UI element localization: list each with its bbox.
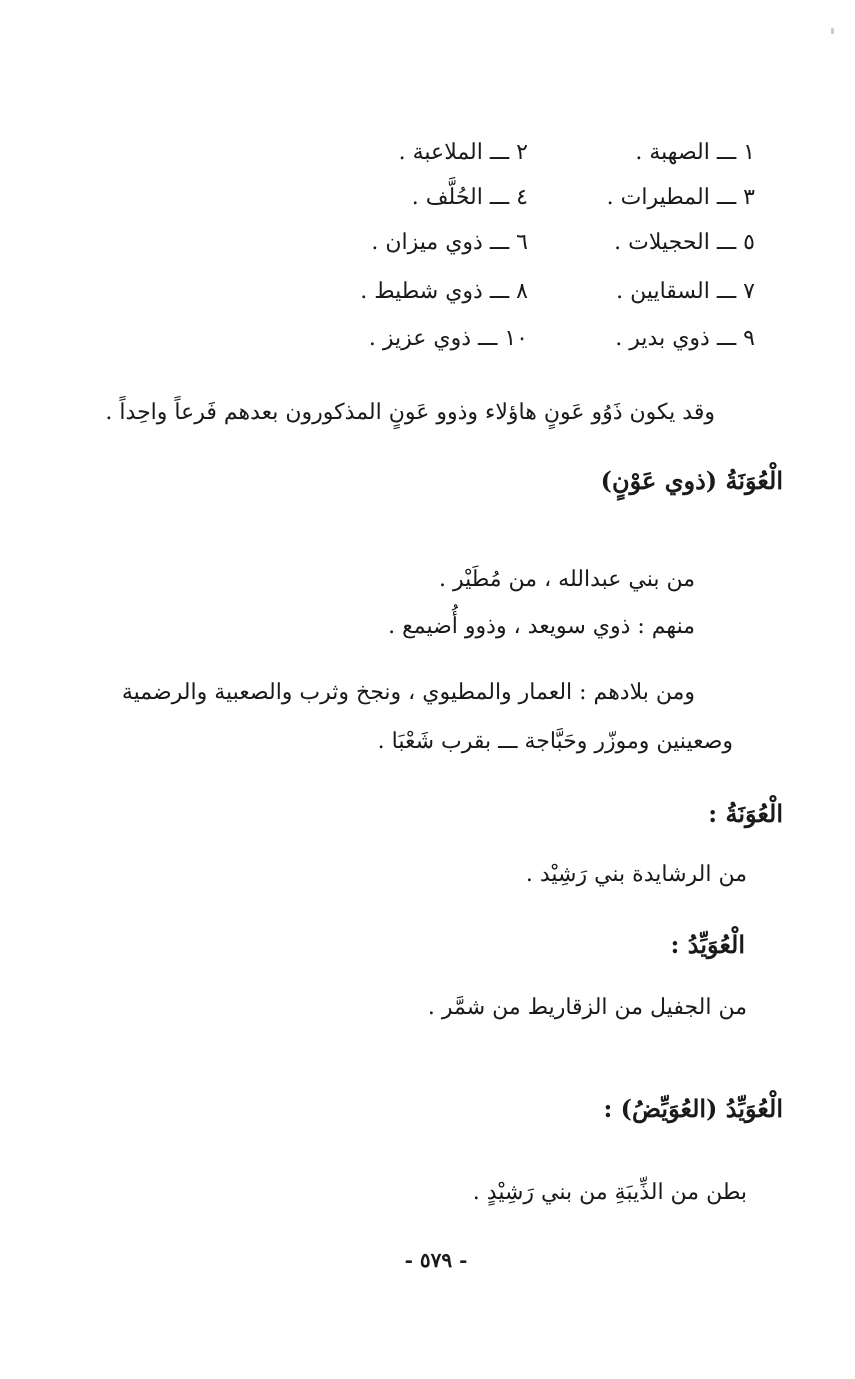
list-item-7: ٧ ـــ السقايين . <box>616 279 755 304</box>
list-item-1: ١ ـــ الصهبة . <box>635 140 755 165</box>
list-item-9: ٩ ـــ ذوي بدير . <box>615 326 755 351</box>
section-paragraph: من الجفيل من الزقاريط من شمَّر . <box>427 995 747 1020</box>
section-paragraph: بطن من الذِّيبَةِ من بني رَشِيْدٍ . <box>472 1180 747 1205</box>
section-paragraph: من بني عبدالله ، من مُطَيْر . <box>438 567 695 592</box>
list-item-8: ٨ ـــ ذوي شطيط . <box>360 279 528 304</box>
section-paragraph: ومن بلادهم : العمار والمطيوي ، ونجخ وثرب والصعبية والرضمية <box>121 680 695 705</box>
section-heading-awana: الْعُوَنَةُ : <box>708 799 783 828</box>
section-heading-uwayyid: الْعُوَيِّدُ : <box>670 930 745 959</box>
list-item-10: ١٠ ـــ ذوي عزيز . <box>368 326 528 351</box>
scan-speck <box>831 28 834 34</box>
note-paragraph: وقد يكون ذَوُو عَونٍ هاؤلاء وذوو عَونٍ المذكورون بعدهم فَرعاً واحِداً . <box>105 400 715 425</box>
list-item-6: ٦ ـــ ذوي ميزان . <box>371 230 528 255</box>
section-paragraph: من الرشايدة بني رَشِيْد . <box>525 862 747 887</box>
page-number: - ٥٧٩ - <box>404 1248 468 1272</box>
list-item-5: ٥ ـــ الحجيلات . <box>614 230 755 255</box>
list-item-2: ٢ ـــ الملاعبة . <box>398 140 528 165</box>
section-paragraph: منهم : ذوي سويعد ، وذوو أُضيمع . <box>388 614 695 639</box>
list-item-3: ٣ ـــ المطيرات . <box>606 185 755 210</box>
section-heading-awana-dhawi-awn: الْعُوَنَةُ (ذوي عَوْنٍ) <box>600 466 783 495</box>
list-item-4: ٤ ـــ الحُلَّف . <box>411 185 528 210</box>
section-heading-uwayyid-uwayd: الْعُوَيِّدُ (العُوَيِّضُ) : <box>603 1094 783 1123</box>
section-paragraph: وصعينين وموزّر وحَبَّاجة ـــ بقرب شَعْبَا . <box>377 729 733 754</box>
